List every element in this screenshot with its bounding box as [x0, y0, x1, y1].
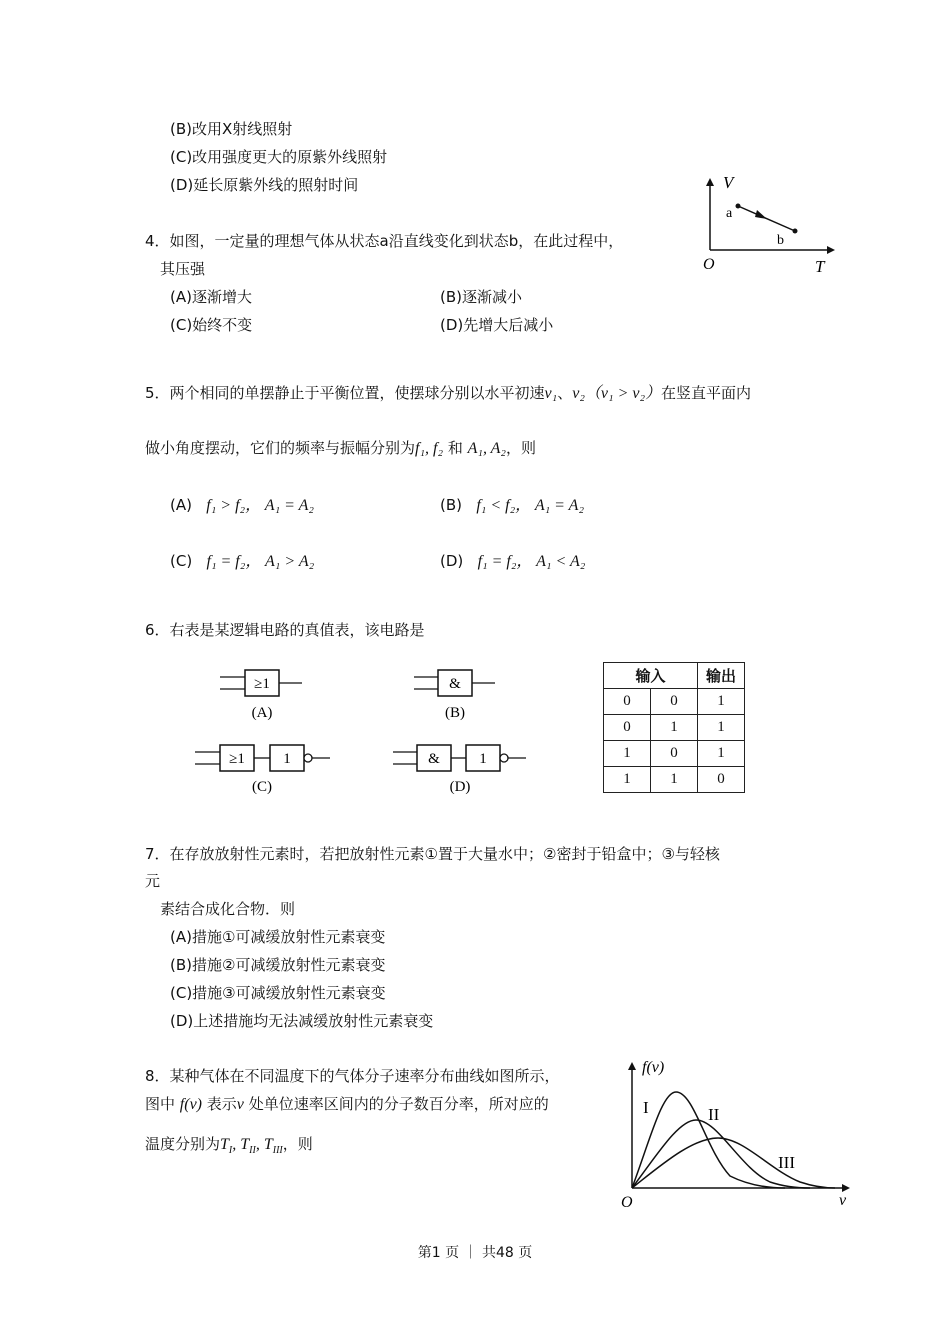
gate-c-symbol: ≥1: [229, 751, 245, 767]
q5-option-b: [440, 495, 584, 516]
q8-stem-part4: 温度分别为: [145, 1135, 221, 1153]
q5-v1: v₁: [544, 385, 558, 402]
q7-option-d: (D)上述措施均无法减缓放射性元素衰变: [170, 1012, 434, 1030]
q7-option-a: (A)措施①可减缓放射性元素衰变: [170, 928, 386, 946]
q5-stem-part3: 做小角度摆动，它们的频率与振幅分别为: [145, 439, 416, 457]
q5-option-d-text: f₁ = f₂， A₁ < A₂: [477, 553, 586, 570]
q8-stem-line3: [145, 1134, 313, 1161]
q5-stem-part1: 5．两个相同的单摆静止于平衡位置，使摆球分别以水平初速: [145, 384, 545, 402]
q5-option-c: [170, 551, 314, 572]
q5-stem-part2: 在竖直平面内: [661, 384, 752, 402]
point-a: [736, 204, 741, 209]
q6-stem: 6．右表是某逻辑电路的真值表，该电路是: [145, 621, 425, 639]
table-row: [604, 741, 745, 767]
q5-option-c-label: (C): [170, 552, 193, 570]
q8-distribution-graph: [610, 1050, 860, 1215]
y-axis-arrow: [706, 178, 714, 186]
header-output: 输出: [698, 663, 745, 689]
curve-ii-label: II: [708, 1105, 720, 1124]
page-footer: 第1 页 ｜ 共48 页: [417, 1245, 533, 1261]
q4-stem-line1: 4．如图，一定量的理想气体从状态a沿直线变化到状态b，在此过程中，: [145, 232, 624, 250]
q4-option-d: (D)先增大后减小: [440, 316, 554, 334]
x-axis-label: v: [839, 1192, 847, 1209]
q5-stem-line1: [145, 383, 751, 404]
gate-c-inv: 1: [283, 751, 291, 767]
q5-option-d: [440, 551, 585, 572]
gate-b-symbol: &: [449, 676, 461, 692]
q5-option-b-label: (B): [440, 496, 462, 514]
truth-table: [603, 662, 745, 793]
q5-v2: v₂: [572, 385, 585, 402]
gate-c-label: (C): [252, 779, 272, 795]
q8-temps: $T_I$, $T_{II}$, $T_{III}$: [220, 1136, 283, 1157]
truth-table-header: [604, 663, 745, 689]
q4-stem-line2: 其压强: [160, 260, 206, 278]
q8-stem-part3: 处单位速率区间内的分子数百分率，所对应的: [248, 1095, 549, 1113]
q3-option-d: (D)延长原紫外线的照射时间: [170, 176, 359, 194]
table-cell: 1: [604, 767, 651, 793]
q4-option-b: (B)逐渐减小: [440, 288, 522, 306]
q5-stem-part4: ，则: [506, 439, 537, 457]
table-row: [604, 689, 745, 715]
q5-option-d-label: (D): [440, 552, 464, 570]
x-axis-arrow: [827, 246, 835, 254]
q4-vt-graph: [695, 168, 845, 280]
header-input: 输入: [604, 663, 698, 689]
q4-option-c: (C)始终不变: [170, 316, 253, 334]
gate-d-label: (D): [449, 779, 471, 795]
gate-d: [393, 745, 526, 795]
q6-gate-diagrams: [190, 660, 540, 800]
q7-stem-line1b: 元: [145, 872, 161, 890]
table-cell: 0: [604, 715, 651, 741]
q5-option-a: [170, 495, 314, 516]
gate-d-inv: 1: [479, 751, 487, 767]
table-cell: 1: [698, 715, 745, 741]
q4-option-a: (A)逐渐增大: [170, 288, 252, 306]
q5-condition: （v₁ > v₂）: [584, 385, 662, 402]
q7-option-c: (C)措施③可减缓放射性元素衰变: [170, 984, 386, 1002]
y-axis-label: f(v): [642, 1059, 665, 1076]
table-row: [604, 767, 745, 793]
q7-stem-line1: 7．在存放放射性元素时，若把放射性元素①置于大量水中；②密封于铅盒中；③与轻核: [145, 845, 720, 863]
x-axis-arrow: [842, 1184, 850, 1192]
table-cell: 0: [651, 741, 698, 767]
gate-b-label: (B): [445, 705, 465, 721]
point-b-label: b: [777, 233, 784, 248]
q5-option-c-text: f₁ = f₂， A₁ > A₂: [206, 553, 315, 570]
q3-option-b: (B)改用X射线照射: [170, 120, 293, 138]
q8-stem-line2: [145, 1094, 549, 1115]
gate-a: [220, 670, 302, 721]
q3-option-c: (C)改用强度更大的原紫外线照射: [170, 148, 388, 166]
q8-stem-part1: 图中: [145, 1095, 176, 1113]
table-cell: 1: [698, 689, 745, 715]
table-cell: 1: [651, 767, 698, 793]
y-axis-label: V: [723, 173, 734, 192]
q5-stem-line2: [145, 438, 536, 459]
q5-amps: A₁, A₂: [467, 440, 506, 457]
q5-option-b-text: f₁ < f₂， A₁ = A₂: [476, 497, 585, 514]
curve-iii: [632, 1138, 835, 1188]
x-axis-label: T: [815, 257, 825, 276]
q8-fv: f(v): [179, 1096, 202, 1113]
gate-a-symbol: ≥1: [254, 676, 270, 692]
point-b: [793, 229, 798, 234]
q7-stem-line2: 素结合成化合物．则: [160, 900, 296, 918]
point-a-label: a: [726, 206, 733, 221]
table-cell: 0: [651, 689, 698, 715]
table-cell: 1: [604, 741, 651, 767]
q7-option-b: (B)措施②可减缓放射性元素衰变: [170, 956, 386, 974]
ab-line: [738, 206, 795, 231]
q8-stem-part5: ，则: [282, 1135, 313, 1153]
gate-c: [195, 745, 330, 795]
gate-d-symbol: &: [428, 751, 440, 767]
curve-iii-label: III: [778, 1153, 795, 1172]
table-cell: 0: [604, 689, 651, 715]
gate-a-label: (A): [251, 705, 273, 721]
direction-arrow: [755, 210, 767, 219]
q8-v: v: [236, 1096, 244, 1113]
q5-option-a-label: (A): [170, 496, 192, 514]
gate-b: [414, 670, 495, 721]
curve-i-label: I: [643, 1098, 649, 1117]
q5-option-a-text: f₁ > f₂， A₁ = A₂: [206, 497, 314, 514]
q8-stem-part2: 表示: [206, 1095, 237, 1113]
origin-label: O: [703, 256, 715, 273]
q8-stem-line1: 8．某种气体在不同温度下的气体分子速率分布曲线如图所示，: [145, 1067, 560, 1085]
origin-label: O: [621, 1194, 633, 1211]
table-cell: 0: [698, 767, 745, 793]
y-axis-arrow: [628, 1062, 636, 1070]
q5-sep: 、: [557, 384, 573, 402]
table-cell: 1: [698, 741, 745, 767]
table-cell: 1: [651, 715, 698, 741]
q5-freqs: f₁, f₂: [415, 440, 444, 457]
q5-and: 和: [447, 439, 463, 457]
table-row: [604, 715, 745, 741]
